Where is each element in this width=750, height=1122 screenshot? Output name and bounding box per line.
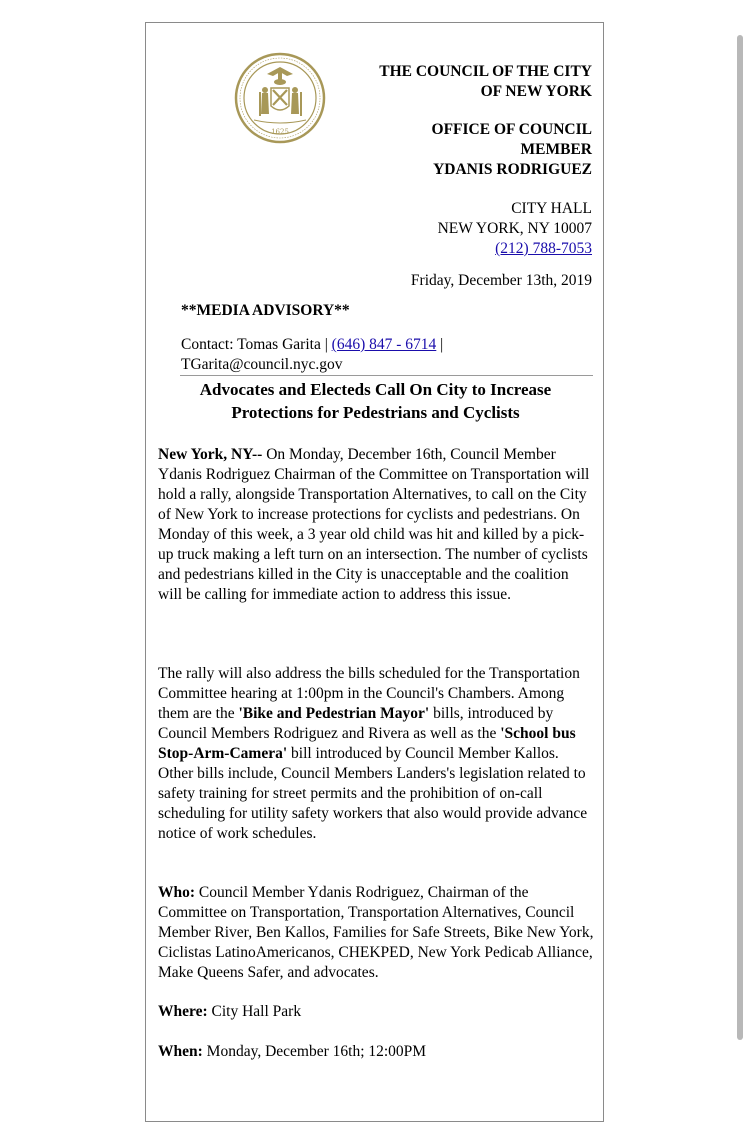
contact-prefix: Contact: Tomas Garita |	[181, 336, 332, 353]
advisory-date: Friday, December 13th, 2019	[410, 272, 592, 289]
bills-text-3: bill introduced by Council Member Kallos. Other bills include, Council Members Landers's legislation related to safety training for street permits and the prohibition of on-call scheduling for utility safety workers that also would provide advance notice of work schedules.	[158, 745, 588, 842]
council-name-line2: OF NEW YORK	[480, 83, 592, 100]
city-seal-logo	[234, 52, 326, 144]
office-phone-link[interactable]: (212) 788-7053	[495, 240, 592, 257]
bill-name-bike-pedestrian: 'Bike and Pedestrian Mayor'	[238, 705, 430, 722]
office-name	[432, 120, 592, 180]
office-name-line2: MEMBER	[520, 141, 592, 158]
where-text: City Hall Park	[207, 1003, 302, 1020]
headline	[158, 378, 593, 424]
bill-name-stop-arm-camera: 'School bus Stop-Arm-Camera'	[158, 725, 576, 762]
bills-text-2: bills, introduced by Council Members Rodriguez and Rivera as well as the	[158, 705, 554, 742]
contact-separator: |	[436, 336, 444, 353]
scrollbar[interactable]	[737, 35, 743, 1040]
contact-email: TGarita@council.nyc.gov	[181, 356, 343, 373]
contact-divider	[180, 375, 593, 376]
office-address	[438, 199, 592, 259]
paragraph-intro	[158, 445, 594, 605]
paragraph-bills	[158, 664, 594, 844]
contact-info	[181, 335, 593, 375]
intro-text: On Monday, December 16th, Council Member Ydanis Rodriguez Chairman of the Committee on Transportation will hold a rally, alongside Transportation Alternatives, to call on the City of New York to increase protections for cyclists and pedestrians. On Monday of this week, a 3 year old child was hit and killed by a pick-up truck making a left turn on an intersection. The number of cyclists and pedestrians killed in the City is unacceptable and the coalition will be calling for immediate action to address this issue.	[158, 446, 590, 603]
when-label: When:	[158, 1043, 203, 1060]
paragraph-who	[158, 883, 594, 983]
where-label: Where:	[158, 1003, 208, 1020]
who-label: Who:	[158, 884, 196, 901]
who-text: Council Member Ydanis Rodriguez, Chairman of the Committee on Transportation, Transportation Alternatives, Council Member River, Ben Kallos, Families for Safe Streets, Bike New York, Ciclistas LatinoAmericanos, CHEKPED, New York Pedicab Alliance, Make Queens Safer, and advocates.	[158, 884, 594, 981]
address-line1: CITY HALL	[511, 200, 592, 217]
seal-year: 1625	[271, 128, 289, 136]
contact-phone-link[interactable]: (646) 847 - 6714	[331, 336, 437, 353]
headline-line2: Protections for Pedestrians and Cyclists	[231, 403, 520, 422]
bills-text-1: The rally will also address the bills scheduled for the Transportation Committee hearing at 1:00pm in the Council's Chambers. Among them are the	[158, 665, 580, 722]
council-name-line1: THE COUNCIL OF THE CITY	[379, 63, 592, 80]
dateline: New York, NY--	[158, 446, 263, 463]
when-text: Monday, December 16th; 12:00PM	[202, 1043, 427, 1060]
headline-line1: Advocates and Electeds Call On City to Increase	[199, 380, 552, 399]
office-name-line1: OFFICE OF COUNCIL	[431, 121, 592, 138]
paragraph-where	[158, 1002, 594, 1022]
council-name	[379, 62, 592, 102]
office-name-line3: YDANIS RODRIGUEZ	[433, 161, 592, 178]
media-advisory-label: **MEDIA ADVISORY**	[181, 302, 350, 319]
paragraph-when	[158, 1042, 594, 1062]
address-line2: NEW YORK, NY 10007	[437, 220, 592, 237]
